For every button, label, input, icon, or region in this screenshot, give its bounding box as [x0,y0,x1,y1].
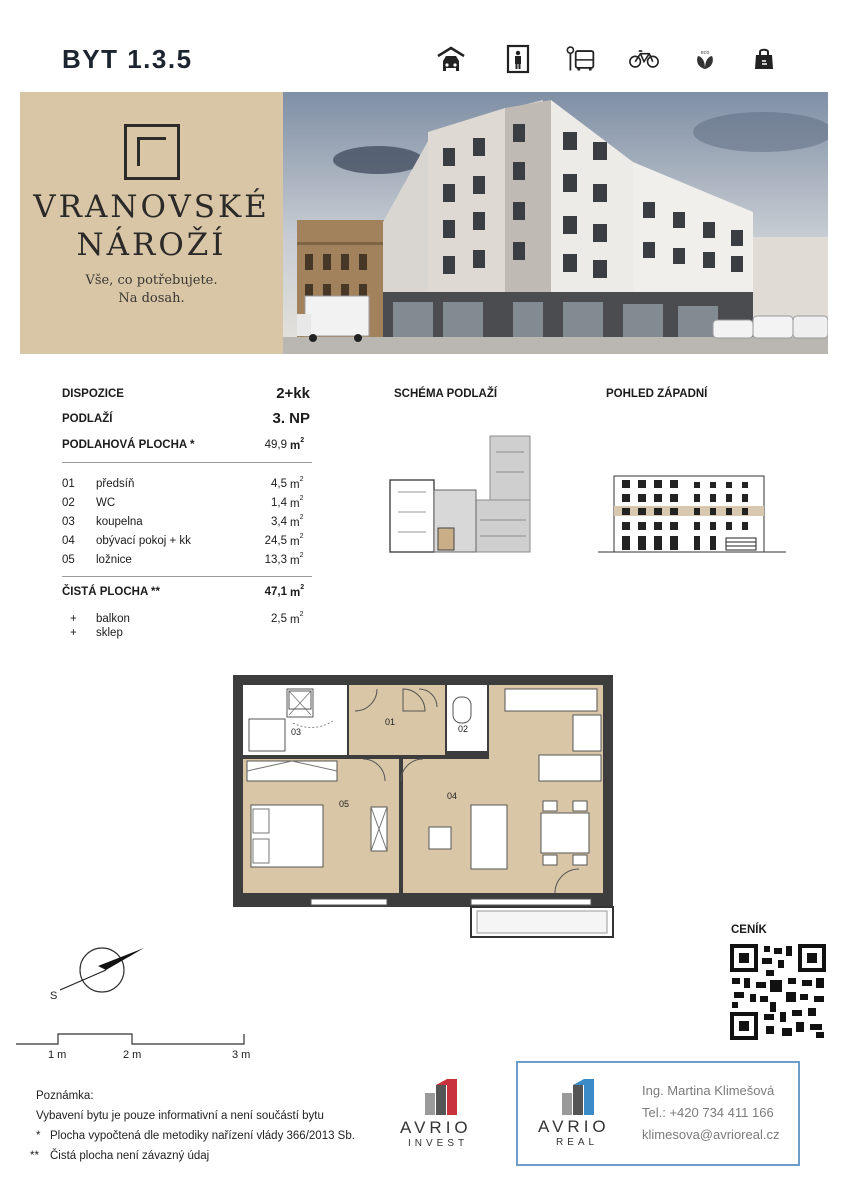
schema-floor-label: SCHÉMA PODLAŽÍ [394,388,498,400]
eco-label: eco [700,50,710,56]
room-label-02: 02 [458,724,469,734]
dispozice-value: 2+kk [276,385,310,402]
contact-phone[interactable]: Tel.: +420 734 411 166 [642,1105,774,1120]
room-area: 3,4 [271,516,287,528]
west-elevation-diagram [598,470,786,554]
room-row: 02 WC 1,4 $m^2$ [62,495,304,510]
avrio-invest-logo-icon [425,1079,457,1115]
spec-row-net-area: ČISTÁ PLOCHA ** 47,1 $m^2$ [62,584,305,599]
scale-label-3m: 3 m [232,1049,251,1061]
room-area: 24,5 [264,535,287,547]
floor-area-unit: $m^2$ [290,437,305,452]
room-name: ložnice [96,554,132,566]
brand-panel [20,92,283,354]
podlazi-label: PODLAŽÍ [62,413,113,425]
divider [62,462,312,463]
room-row: 04 obývací pokoj + kk 24,5 $m^2$ [62,533,304,548]
floor-area-value: 49,9 [264,439,287,451]
room-row: 03 koupelna 3,4 $m^2$ [62,514,304,529]
brand-name: VRANOVSKÉ NÁROŽÍ [33,189,270,263]
room-name: předsíň [96,478,135,490]
room-row: 05 ložnice 13,3 $m^2$ [62,552,304,567]
spec-row-podlazi [62,410,312,431]
podlazi-value: 3. NP [272,410,310,427]
room-row: 01 předsíň 4,5 $m^2$ [62,476,304,491]
shopping-bag-icon [749,42,779,76]
room-label-04: 04 [447,791,458,801]
avrio-real-name: AVRIO [538,1117,610,1136]
bus-stop-icon [566,42,596,76]
compass-south-label: S [50,990,58,1002]
apartment-floor-plan [233,675,615,939]
room-area: 1,4 [271,497,287,509]
floor-area-label: PODLAHOVÁ PLOCHA * [62,439,195,451]
extra-area: 2,5 [271,613,287,625]
extra-name: balkon [96,613,130,625]
room-label-01: 01 [385,717,396,727]
extra-name: sklep [96,627,123,639]
building-render-image [283,92,828,354]
project-banner [20,92,828,354]
room-name: obývací pokoj + kk [96,535,191,547]
eco-icon [690,42,720,76]
avrio-real-logo-icon [562,1079,594,1115]
contact-email[interactable]: klimesova@avrioreal.cz [642,1127,780,1142]
bicycle-icon [629,42,659,76]
contact-box [516,1061,800,1166]
net-area-value: 47,1 [264,586,287,598]
garage-icon [436,42,466,76]
dispozice-label: DISPOZICE [62,388,124,400]
amenity-icons [436,42,779,76]
avrio-invest-name: AVRIO [400,1118,472,1137]
note-line: ** Čistá plocha není závazný údaj [30,1150,210,1162]
net-area-label: ČISTÁ PLOCHA ** [62,586,160,598]
room-label-03: 03 [291,727,302,737]
avrio-real-sub: REAL [556,1137,599,1148]
contact-details [642,1081,779,1145]
floor-schema-diagram [386,432,536,556]
room-area: 13,3 [264,554,287,566]
room-area: 4,5 [271,478,287,490]
elevator-icon [503,42,533,76]
brand-tagline: Vše, co potřebujete. Na dosah. [85,273,218,306]
apartment-title: BYT 1.3.5 [62,44,193,74]
spec-row-dispozice [62,385,312,406]
extra-row: + sklep [70,627,123,639]
note-line: Vybavení bytu je pouze informativní a není součástí bytu [36,1110,324,1122]
contact-name: Ing. Martina Klimešová [642,1083,775,1098]
notes [30,1086,355,1166]
avrio-invest-sub: INVEST [408,1138,469,1149]
north-arrow-icon [46,942,150,1002]
room-name: koupelna [96,516,143,528]
scale-label-2m: 2 m [123,1049,142,1061]
header [0,0,848,92]
scale-bar [16,1028,248,1048]
spec-row-floor-area [62,439,312,457]
brand-logo-icon [124,124,180,180]
pricing-label: CENÍK [731,924,767,936]
divider [62,576,312,577]
notes-title: Poznámka: [36,1090,94,1102]
note-line: * Plocha vypočtená dle metodiky nařízení vlády 366/2013 Sb. [36,1130,355,1142]
scale-label-1m: 1 m [48,1049,67,1061]
pricing-qr-code[interactable] [730,944,826,1040]
extra-row: + balkon 2,5 $m^2$ [70,611,304,626]
room-name: WC [96,497,116,509]
west-view-label: POHLED ZÁPADNÍ [606,388,708,400]
room-label-05: 05 [339,799,350,809]
